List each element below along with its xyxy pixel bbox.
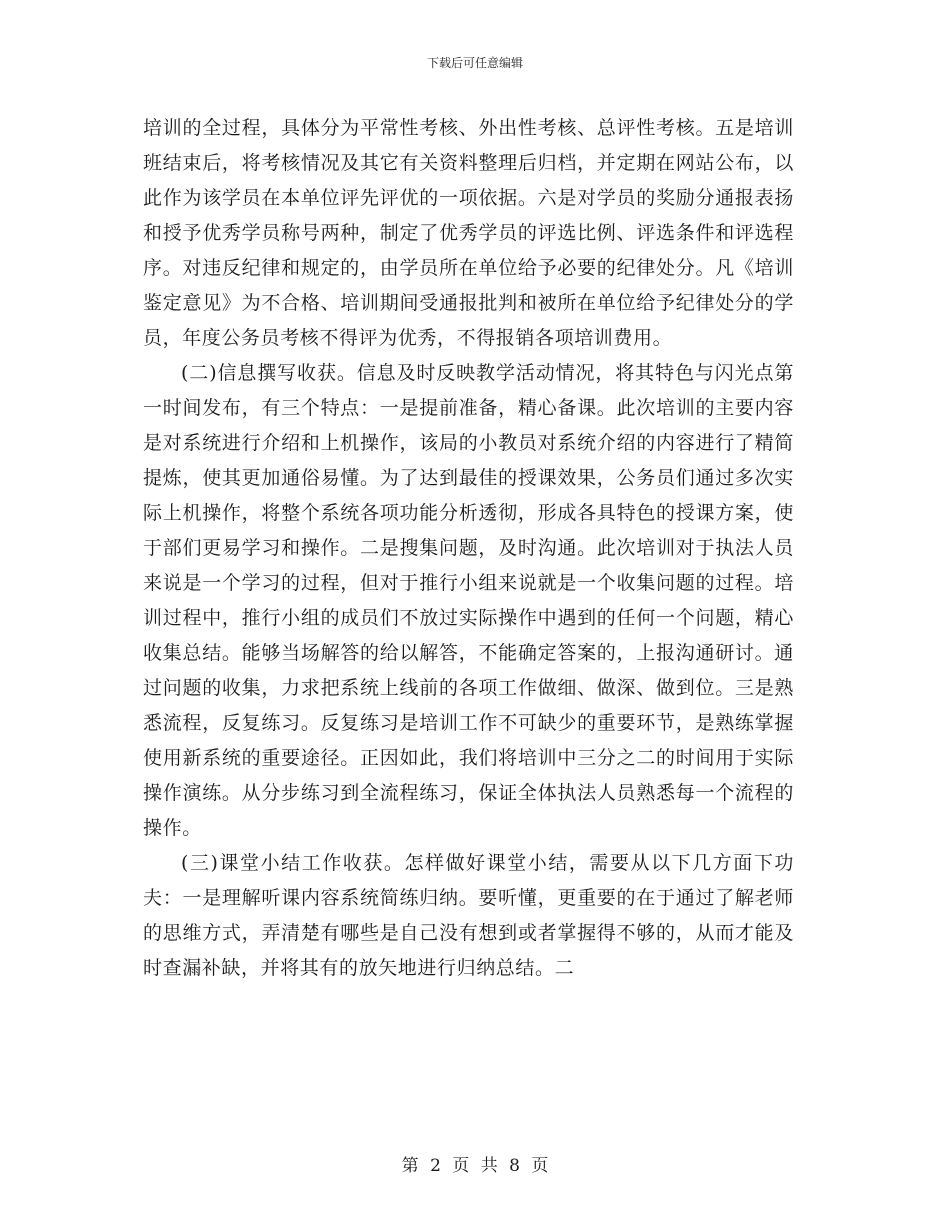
page-number-footer: 第 2 页 共 8 页 (401, 1156, 549, 1176)
paragraph-class-summary: (三)课堂小结工作收获。怎样做好课堂小结，需要从以下几方面下功夫：一是理解听课内容系统简练归纳。要听懂，更重要的在于通过了解老师的思维方式，弄清楚有哪些是自己没有想到或者掌握得不够的，从而才能及时查漏补缺，并将其有的放矢地进行归纳总结。二 (143, 852, 794, 979)
document-body (143, 111, 794, 986)
paragraph-info-writing: (二)信息撰写收获。信息及时反映教学活动情况，将其特色与闪光点第一时间发布，有三个特点：一是提前准备，精心备课。此次培训的主要内容是对系统进行介绍和上机操作，该局的小教员对系统介绍的内容进行了精简提炼，使其更加通俗易懂。为了达到最佳的授课效果，公务员们通过多次实际上机操作，将整个系统各项功能分析透彻，形成各具特色的授课方案，使于部们更易学习和操作。二是搜集问题，及时沟通。此次培训对于执法人员来说是一个学习的过程，但对于推行小组来说就是一个收集问题的过程。培训过程中，推行小组的成员们不放过实际操作中遇到的任何一个问题，精心收集总结。能够当场解答的给以解答，不能确定答案的，上报沟通研讨。通过问题的收集，力求把系统上线前的各项工作做细、做深、做到位。三是熟悉流程，反复练习。反复练习是培训工作不可缺少的重要环节，是熟练掌握使用新系统的重要途径。正因如此，我们将培训中三分之二的时间用于实际操作演练。从分步练习到全流程练习，保证全体执法人员熟悉每一个流程的操作。 (143, 362, 794, 839)
page-header-note: 下载后可任意编辑 (426, 56, 523, 70)
paragraph-continued: 培训的全过程，具体分为平常性考核、外出性考核、总评性考核。五是培训班结束后，将考核情况及其它有关资料整理后归档，并定期在网站公布，以此作为该学员在本单位评先评优的一项依据。六是对学员的奖励分通报表扬和授予优秀学员称号两种，制定了优秀学员的评选比例、评选条件和评选程序。对违反纪律和规定的，由学员所在单位给予必要的纪律处分。凡《培训鉴定意见》为不合格、培训期间受通报批判和被所在单位给予纪律处分的学员，年度公务员考核不得评为优秀，不得报销各项培训费用。 (143, 117, 794, 349)
